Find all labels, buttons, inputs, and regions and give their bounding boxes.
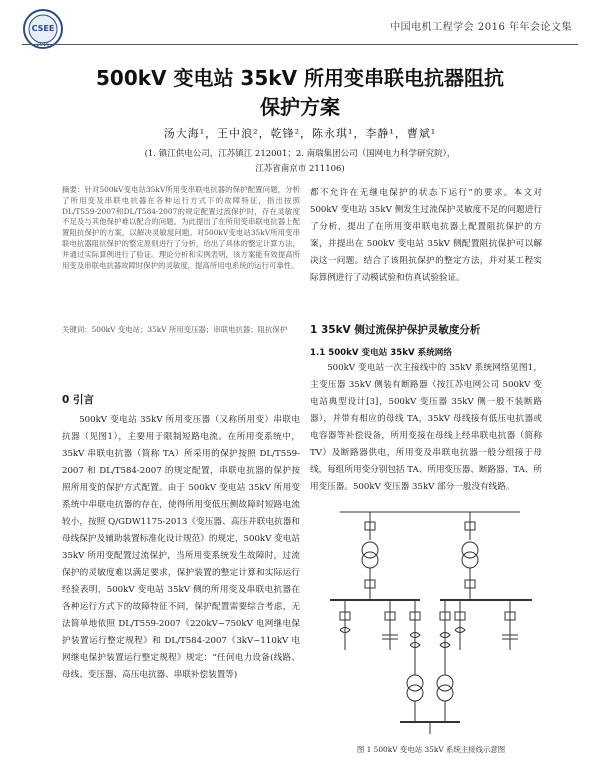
logo-text: CSEE — [31, 24, 55, 33]
affiliation-line-1: (1. 镇江供电公司，江苏镇江 212001；2. 南瑞集团公司（国网电力科学研究院）， — [144, 149, 456, 159]
header-rule — [22, 44, 578, 45]
section-1-1-heading: 1.1 500kV 变电站 35kV 系统网络 — [310, 348, 452, 358]
affiliations — [0, 147, 600, 177]
section-1-heading: 1 35kV 侧过流保护保护灵敏度分析 — [310, 324, 481, 336]
section-1-body — [310, 360, 542, 496]
right-column-top — [310, 185, 542, 287]
transformer-icon — [362, 552, 378, 568]
figure-1-caption: 图 1 500kV 变电站 35kV 系统主接线示意图 — [356, 745, 506, 754]
title-line-1: 500kV 变电站 35kV 所用变串联电抗器阻抗 — [95, 66, 505, 90]
title-line-2: 保护方案 — [260, 95, 340, 119]
affiliation-line-2: 江苏省南京市 211106) — [255, 164, 345, 174]
auxiliary-transformer-icon — [437, 685, 453, 701]
journal-header: 中国电机工程学会 2016 年年会论文集 — [390, 22, 572, 33]
figure-1-diagram — [320, 500, 542, 740]
logo-year: 2016 — [36, 42, 50, 48]
authors: 汤大海¹，王中浪²，乾锋²，陈永琪¹，李静¹，曹斌¹ — [163, 127, 437, 140]
auxiliary-transformer-icon — [407, 685, 423, 701]
transformer-icon — [462, 552, 478, 568]
paper-title — [0, 64, 600, 122]
auxiliary-transformer-icon — [437, 675, 453, 691]
abstract: 摘要：针对500kV变电站35kV所用变串联电抗器的保护配置问题，分析了所用变及串联电抗器在各种运行方式下的故障特征，指出按照DL/T559-2007和DL/T584-2007的规定配置过流保护时，存在灵敏度不足及与其他保护难以配合的问题。为此提出了在所用变串联电抗器上配置阻抗保护的方案，以解决灵敏度问题。对500kV变电站35kV所用变串联电抗器阻抗保护的整定原则进行了分析，给出了具体的整定计算方法，并通过实际算例进行了验证。理论分析和实例表明，该方案能有效提高所用变及串联电抗器故障时保护的灵敏度，提高所用电系统的运行可靠性。 — [62, 185, 300, 270]
right-top-paragraph: 都不允许在无继电保护的状态下运行”的要求。本文对 500kV 变电站 35kV 侧发生过流保护灵敏度不足的问题进行了分析，提出了在所用变串联电抗器上配置阻抗保护的方案，并提出在 500kV 变电站 35kV 侧配置阻抗保护可以解决这一问题。结合了该阻抗保护的整定方法，并对某工程实际算例进行了动模试验和仿真试验验证。 — [310, 188, 542, 283]
auxiliary-transformer-icon — [407, 675, 423, 691]
section-0-paragraph: 500kV 变电站 35kV 所用变压器（又称所用变）串联电抗器（见图1），主要用于限制短路电流。在所用变系统中，35kV 串联电抗器（简称 TA）所采用的保护按照 DL/T559-2007 和 DL/T584-2007 的规定配置，串联电抗器的保护按照所用变的保护方式配置。由于 500kV 变电站 35kV 所用变系统中串联电抗器的存在，使得所用变低压侧故障时短路电流较小，按照 Q/GDW1175-2013《变压器、高压并联电抗器和母线保护及辅助装置标准化设计规范》的规定，500kV 变电站 35kV 所用变配置过流保护，当所用变系统发生故障时，过流保护的灵敏度难以满足要求，保护装置的整定计算和实际运行经验表明，500kV 变电站 35kV 侧的所用变及串联电抗器在各种运行方式下的故障特征不同，保护配置需要综合考虑，无法简单地依照 DL/T559-2007《220kV~750kV 电网继电保护装置运行整定规程》和 DL/T584-2007《3kV~110kV 电网继电保护装置运行整定规程》规定：“任何电力设备(线路、母线、变压器、高压电抗器、串联补偿装置等) — [62, 415, 300, 680]
section-0-body — [62, 412, 300, 684]
transformer-icon — [462, 542, 478, 558]
section-1-paragraph: 500kV 变电站一次主接线中的 35kV 系统网络见图1，主变压器 35kV 侧装有断路器（按江苏电网公司 500kV 变电站典型设计[3]，500kV 变压器 35kV 侧一般不装断路器），并带有相应的母线 TA，35kV 母线接有低压电抗器或电容器等补偿设备，所用变接在母线上经串联电抗器（简称 TV）及断路器供电，所用变及串联电抗器一般分组接于母线，每组所用变分别包括 TA、所用变压器、断路器、TA、所用变压器。500kV 变压器 35kV 部分一般没有线路。 — [310, 363, 542, 492]
keywords: 关键词：500kV 变电站；35kV 所用变压器；串联电抗器；阻抗保护 — [62, 325, 288, 334]
transformer-icon — [362, 542, 378, 558]
section-0-heading: 0 引言 — [62, 394, 94, 406]
